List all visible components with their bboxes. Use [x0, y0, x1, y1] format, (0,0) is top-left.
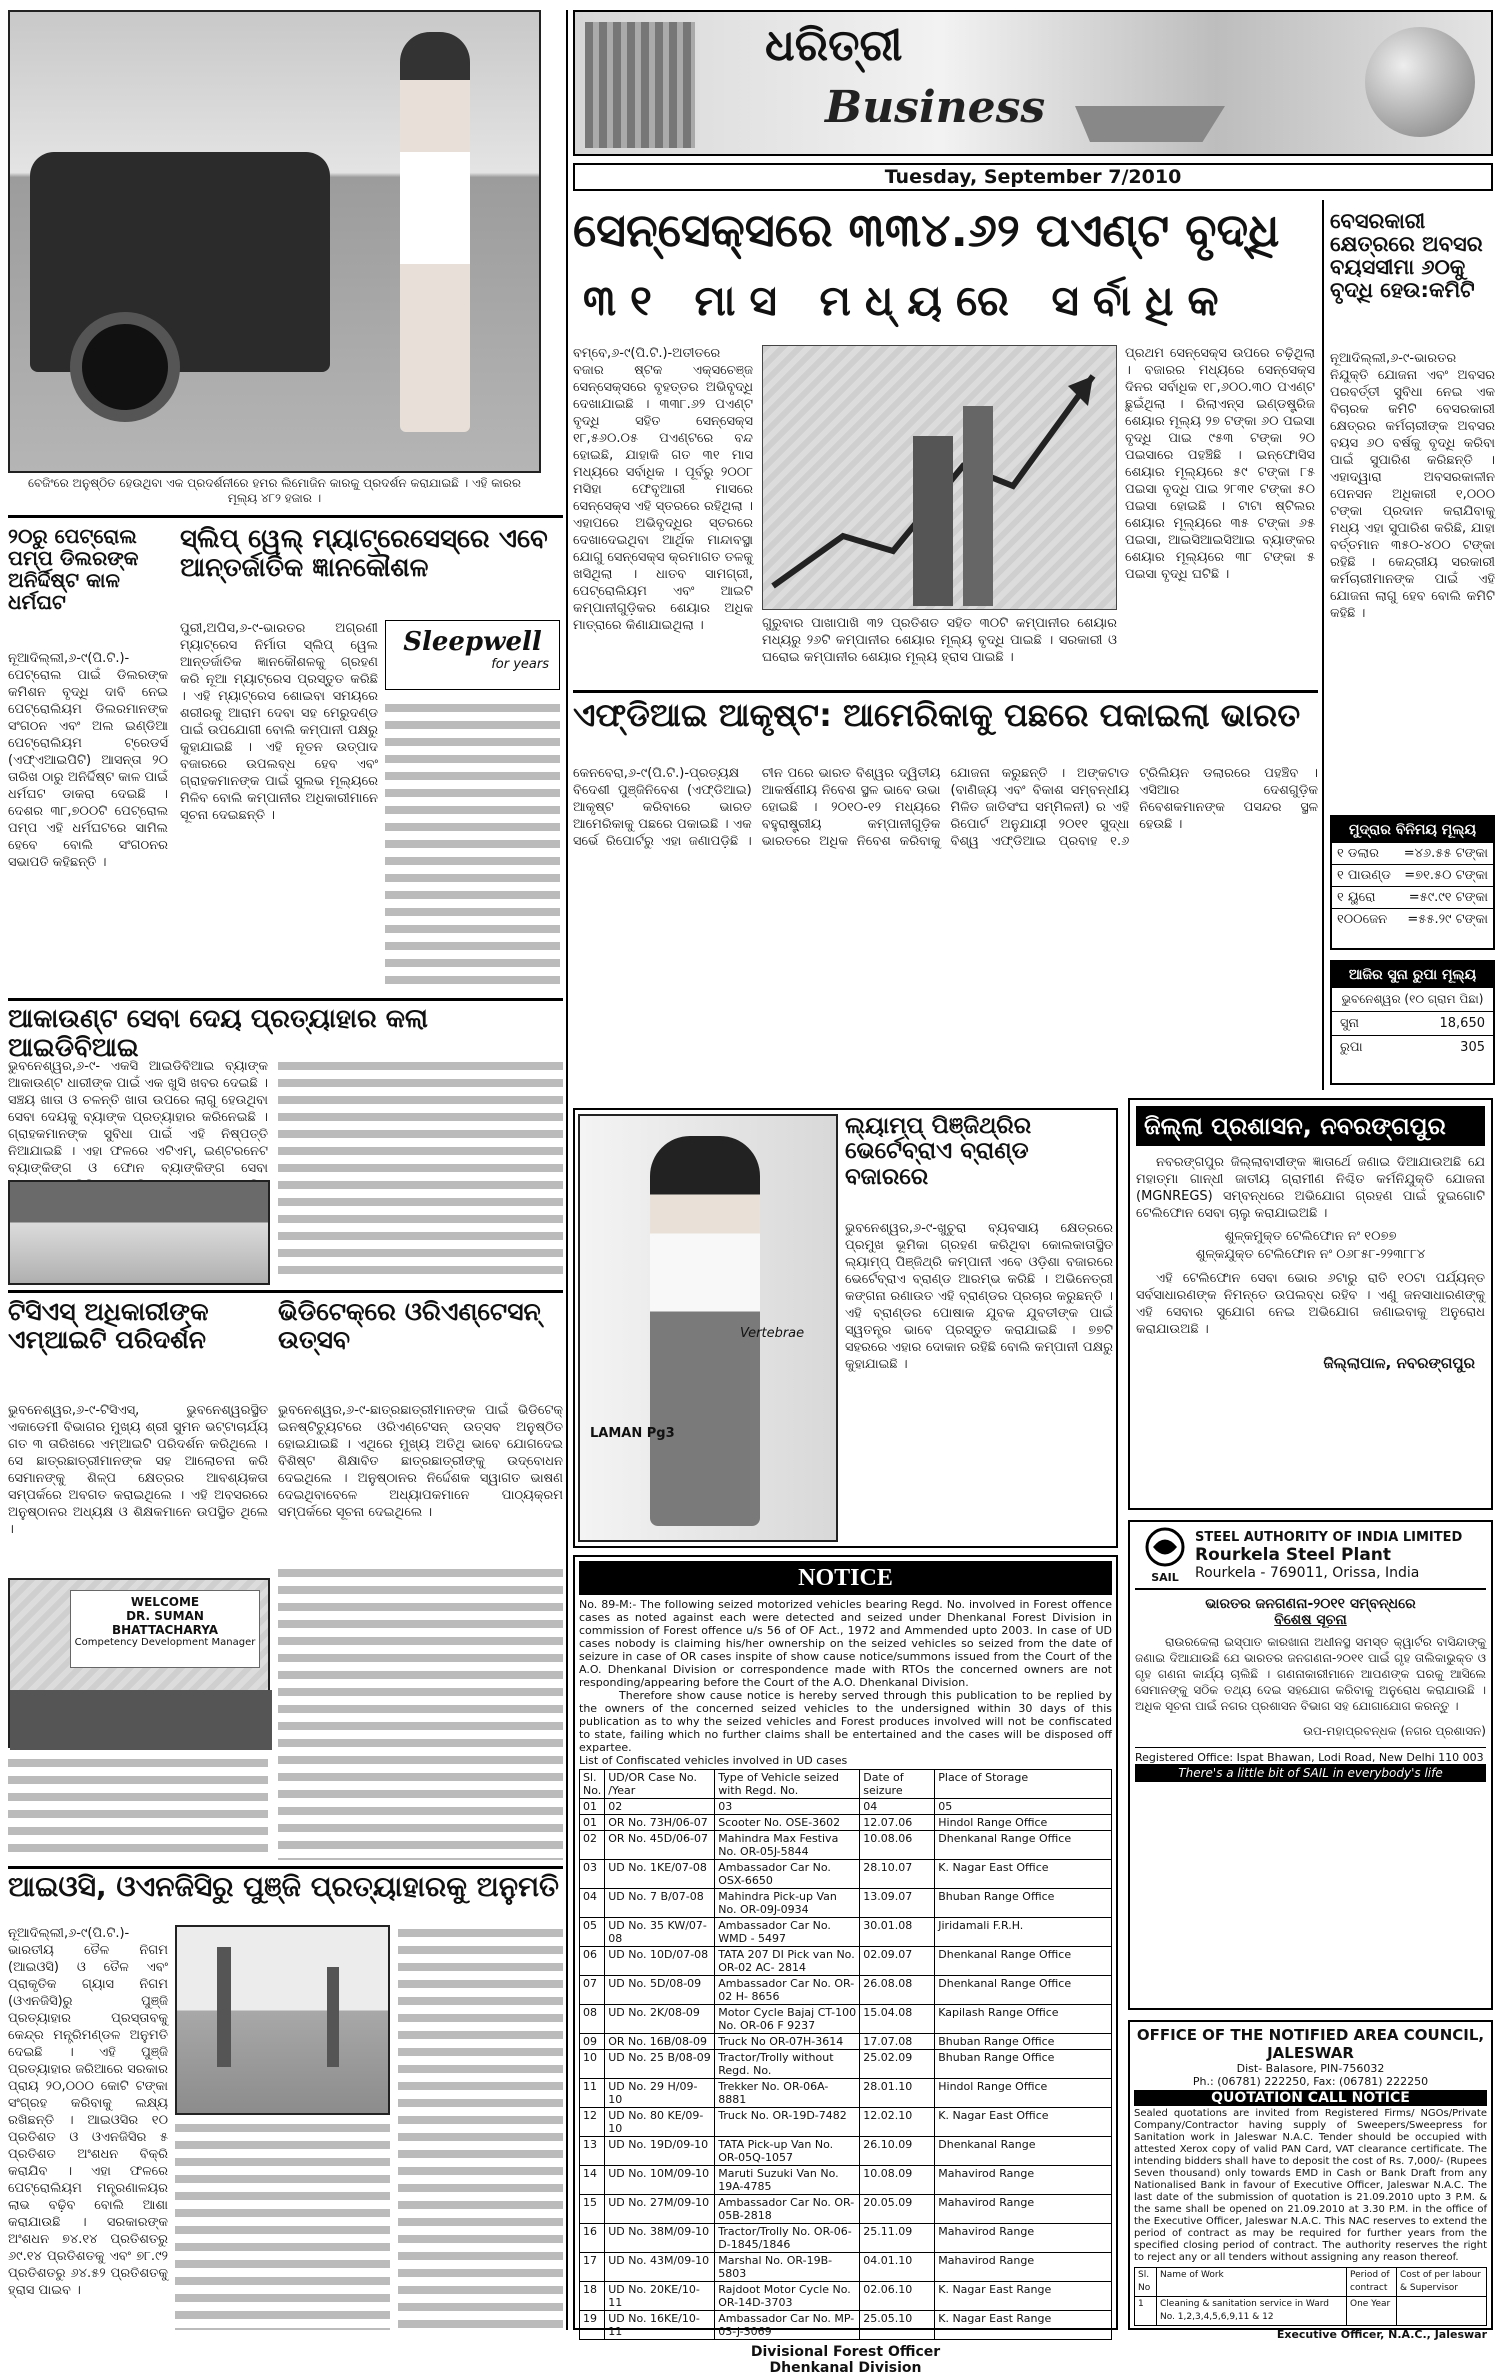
table-cell: Dhenkanal Range Office	[935, 1831, 1112, 1860]
currency-rate: =୫୯.୯୧ ଟଙ୍କା	[1408, 890, 1488, 905]
globe-icon	[1365, 27, 1475, 137]
divider	[8, 998, 563, 1001]
table-cell: UD No. 19D/09-10	[605, 2137, 715, 2166]
table-cell: UD No. 43M/09-10	[605, 2253, 715, 2282]
col-number: 02	[605, 1799, 715, 1815]
table-row	[580, 2005, 1112, 2034]
gold-subtitle: ଭୁବନେଶ୍ୱର (୧୦ ଗ୍ରାମ ପିଛା)	[1332, 988, 1493, 1012]
tcs-body-continued	[8, 1755, 268, 1860]
table-row	[580, 1831, 1112, 1860]
table-cell: 09	[580, 2034, 605, 2050]
table-cell: Hindol Range Office	[935, 1815, 1112, 1831]
table-cell: TATA Pick-up Van No. OR-05Q-1057	[715, 2137, 860, 2166]
nabarangpur-body-2: ଏହି ଟେଲିଫୋନ ସେବା ଭୋର ୬ଟାରୁ ରାତି ୧୦ଟା ପର୍ଯ୍ୟନ୍ତ ସର୍ବସାଧାରଣଙ୍କ ନିମନ୍ତେ ଉପଲବ୍ଧ ରହିବ । ଏଣୁ ଜନସାଧାରଣଙ୍କୁ ଏହି ସେବାର ସୁଯୋଗ ନେଇ ଅଭିଯୋଗ ଜଣାଇବାକୁ ଅନୁରୋଧ କରାଯାଉଅଛି ।	[1136, 1271, 1485, 1337]
table-cell: Kapilash Range Office	[935, 2005, 1112, 2034]
currency-row	[1332, 887, 1493, 909]
ad-brand-text: LAMAN Pg3	[590, 1426, 675, 1441]
table-row	[580, 1918, 1112, 1947]
table-cell: 26.10.09	[860, 2137, 935, 2166]
table-cell: 04.01.10	[860, 2253, 935, 2282]
retirement-headline: ବେସରକାରୀ କ୍ଷେତ୍ରରେ ଅବସର ବୟସସୀମା ୬୦କୁ ବୃଦ୍ଧି ହେଉ:କମିଟି	[1330, 209, 1483, 303]
table-cell: 10	[580, 2050, 605, 2079]
table-cell: UD No. 7 B/07-08	[605, 1889, 715, 1918]
lamp-body: ଭୁବନେଶ୍ୱର,୬-୯-ଖୁଚୁରା ବ୍ୟବସାୟ କ୍ଷେତ୍ରରେ ପ୍ରମୁଖ ଭୂମିକା ଗ୍ରହଣ କରିଥିବା କୋଲକାତାସ୍ଥିତ ଲ୍ୟାମ୍ପ୍ ପିଞ୍ଜିଥ୍ରି କମ୍ପାନୀ ଏବେ ଓଡ଼ିଶା ବଜାରରେ ଭେର୍ଟେବ୍ରାଏ ବ୍ରାଣ୍ଡ ଆରମ୍ଭ କରିଛି । ଅଭିନେତ୍ରୀ କଙ୍ଗନା ରଣାଉତ ଏହି ବ୍ରାଣ୍ଡର ପ୍ରଚାର କରୁଛନ୍ତି । ଏହି ବ୍ରାଣ୍ଡର ପୋଷାକ ଯୁବକ ଯୁବତୀଙ୍କ ପାଇଁ ସ୍ୱତନ୍ତ୍ର ଭାବେ ପ୍ରସ୍ତୁତ କରାଯାଇଛି । ୭୭ଟି ସହରରେ ଏହାର ଦୋକାନ ରହିଛି ବୋଲି କମ୍ପାନୀ ପକ୍ଷରୁ କୁହାଯାଇଛି ।	[845, 1221, 1113, 1372]
col-header: UD/OR Case No. /Year	[605, 1770, 715, 1799]
table-cell: OR No. 16B/08-09	[605, 2034, 715, 2050]
table-cell: Mahavirod Range	[935, 2195, 1112, 2224]
jaleswar-notice	[1128, 2020, 1493, 2341]
sail-body: ରାଉରକେଲା ଇସ୍ପାତ କାରଖାନା ଅଧୀନସ୍ଥ ସମସ୍ତ କ୍ୱାର୍ଟର ବାସିନ୍ଦାଙ୍କୁ ଜଣାଇ ଦିଆଯାଉଛି ଯେ ଭାରତର ଜନଗଣନା-୨୦୧୧ ପାଇଁ ଗୃହ ତାଲିକାଭୁକ୍ତ ଓ ଗୃହ ଗଣନା କାର୍ଯ୍ୟ ଚାଲିଛି । ଗଣନାକାରୀମାନେ ଆପଣଙ୍କ ଘରକୁ ଆସିଲେ ସେମାନଙ୍କୁ ସଠିକ ତଥ୍ୟ ଦେଇ ସହଯୋଗ କରିବାକୁ ଅନୁରୋଧ କରାଯାଉଛି । ଅଧିକ ସୂଚନା ପାଇଁ ନଗର ପ୍ରଶାସନ ବିଭାଗ ସହ ଯୋଗାଯୋଗ କରନ୍ତୁ ।	[1135, 1635, 1486, 1713]
table-cell: 10.08.09	[860, 2166, 935, 2195]
currency-box	[1330, 815, 1495, 950]
table-cell: 30.01.08	[860, 1918, 935, 1947]
table-cell: 02.09.07	[860, 1947, 935, 1976]
nabarangpur-sign: ଜିଲ୍ଲାପାଳ, ନବରଙ୍ଗପୁର	[1323, 1354, 1475, 1372]
notice-body-2: Therefore show cause notice is hereby served through this publication to be replied by the owners of the concerned seized vehicles to the undersigned within 30 days of this publication as to why the seized vehicles and Forest produces involved will not be confiscated to state, failing which no further claims shall be entertained and the cases will be disposed off expartee.	[579, 1689, 1112, 1754]
model-figure	[400, 32, 470, 432]
table-row	[580, 2079, 1112, 2108]
sail-address: Rourkela - 769011, Orissa, India	[1195, 1565, 1420, 1581]
col-header: Place of Storage	[935, 1770, 1112, 1799]
vehicle-table	[579, 1769, 1112, 2340]
col-header: Period of contract	[1347, 2268, 1397, 2297]
videotech-body: ଭୁବନେଶ୍ୱର,୬-୯-ଛାତ୍ରଛାତ୍ରୀମାନଙ୍କ ପାଇଁ ଭିଡିଟେକ୍ ଇନଷ୍ଟିଚ୍ୟୁଟରେ ଓରିଏଣ୍ଟେସନ୍ ଉତ୍ସବ ଅନୁଷ୍ଠିତ ହୋଇଯାଇଛି । ଏଥିରେ ମୁଖ୍ୟ ଅତିଥି ଭାବେ ଯୋଗଦେଇ ବିଶିଷ୍ଟ ଶିକ୍ଷାବିତ ଛାତ୍ରଛାତ୍ରୀଙ୍କୁ ଉଦ୍‌ବୋଧନ ଦେଇଥିଲେ । ଅନୁଷ୍ଠାନର ନିର୍ଦ୍ଦେଶକ ସ୍ୱାଗତ ଭାଷଣ ଦେଇଥିବାବେଳେ ଅଧ୍ୟାପକମାନେ ପାଠ୍ୟକ୍ରମ ସମ୍ପର୍କରେ ସୂଚନା ଦେଇଥିଲେ ।	[278, 1403, 563, 1520]
table-row	[580, 1947, 1112, 1976]
table-cell: 11	[580, 2079, 605, 2108]
col-header: Sl. No	[1135, 2268, 1157, 2297]
table-header-row	[1135, 2268, 1487, 2297]
audience-table	[10, 1690, 272, 1750]
sensex-subheadline: ୩୧ ମାସ ମଧ୍ୟରେ ସର୍ବାଧିକ	[583, 276, 1233, 325]
table-cell: Trekker No. OR-06A-8881	[715, 2079, 860, 2108]
forest-notice	[573, 1555, 1118, 2376]
sail-company: STEEL AUTHORITY OF INDIA LIMITED	[1195, 1530, 1463, 1545]
jaleswar-body: Sealed quotations are invited from Registered Firms/ NGOs/Private Company/Contractor having supply of Sweepers/Sweepress for Sanitation work in Jaleswar N.A.C. Tender should be occupied with attested Xerox copy of valid PAN Card, VAT clearance certificate. The intending bidders shall have to deposit the cost of Rs. 7,000/- (Rupees Seven thousand) only towards EMD in Cash or Bank Draft from any Nationalised Bank in favour of Executive Officer, Jaleswar N.A.C. The last date of the submission of quotation is 21.09.2010 upto 3 P.M. & the same shall be opened on 21.09.2010 at 3.30 P.M. in the office of the Executive Officer, Jaleswar N.A.C. This NAC reserves to extend the period of contract as may be required for further years from the specified closing period of contract. The authority reserves the right to reject any or all tenders without assigning any reason thereof.	[1134, 2108, 1487, 2263]
table-cell: Hindol Range Office	[935, 2079, 1112, 2108]
kangana-ad-photo	[578, 1114, 838, 1542]
table-row	[580, 2224, 1112, 2253]
table-cell: K. Nagar East Office	[935, 1860, 1112, 1889]
sail-notice-title: ଭାରତର ଜନଗଣନା-୨୦୧୧ ସମ୍ବନ୍ଧରେ	[1205, 1596, 1416, 1612]
tcs-body: ଭୁବନେଶ୍ୱର,୬-୯-ଟିସିଏସ୍, ଭୁବନେଶ୍ୱରସ୍ଥିତ ଏକାଡେମୀ ବିଭାଗର ମୁଖ୍ୟ ଶ୍ରୀ ସୁମନ ଭଟ୍ଟାଚାର୍ଯ୍ୟ ଗତ ୩ ତାରିଖରେ ଏମ୍‌ଆଇଟି ପରିଦର୍ଶନ କରିଥିଲେ । ସେ ଛାତ୍ରଛାତ୍ରୀମାନଙ୍କ ସହ ଆଲୋଚନା କରି ସେମାନଙ୍କୁ ଶିଳ୍ପ କ୍ଷେତ୍ରର ଆବଶ୍ୟକତା ସମ୍ପର୍କରେ ଅବଗତ କରାଇଥିଲେ । ଏହି ଅବସରରେ ଅନୁଷ୍ଠାନର ଅଧ୍ୟକ୍ଷ ଓ ଶିକ୍ଷକମାନେ ଉପସ୍ଥିତ ଥିଲେ ।	[8, 1403, 268, 1537]
table-cell: Mahavirod Range	[935, 2224, 1112, 2253]
table-cell: Dhenkanal Range Office	[935, 1976, 1112, 2005]
table-cell: Ambassador Car No. OSX-6650	[715, 1860, 860, 1889]
tcs-banner-welcome: WELCOME	[130, 1595, 200, 1609]
table-cell: 10.08.06	[860, 1831, 935, 1860]
table-cell: 17	[580, 2253, 605, 2282]
table-cell: Mahavirod Range	[935, 2253, 1112, 2282]
table-cell: 12	[580, 2108, 605, 2137]
sail-sign: ଉପ-ମହାପ୍ରବନ୍ଧକ (ନଗର ପ୍ରଶାସନ)	[1303, 1724, 1486, 1738]
table-cell: 28.10.07	[860, 1860, 935, 1889]
sail-logo-text: SAIL	[1151, 1571, 1179, 1584]
col-header: Sl. No.	[580, 1770, 605, 1799]
col-number: 01	[580, 1799, 605, 1815]
sleepwell-body: ପୁରୀ,ଅପିସ,୬-୯-ଭାରତର ଅଗ୍ରଣୀ ମ୍ୟାଟ୍ରେସ ନିର୍ମାତା ସ୍ଲିପ୍ ୱେଲ ଆନ୍ତର୍ଜାତିକ ଜ୍ଞାନକୌଶଳକୁ ଗ୍ରହଣ କରି ନୂଆ ମ୍ୟାଟ୍ରେସ ପ୍ରସ୍ତୁତ କରିଛି । ଏହି ମ୍ୟାଟ୍ରେସ ଶୋଇବା ସମୟରେ ଶରୀରକୁ ଆରାମ ଦେବା ସହ ମେରୁଦଣ୍ଡ ପାଇଁ ଉପଯୋଗୀ ବୋଲି କମ୍ପାନୀ ପକ୍ଷରୁ କୁହାଯାଇଛି । ଏହି ନୂତନ ଉତ୍ପାଦ ବଜାରରେ ଉପଲବ୍ଧ ହେବ ଏବଂ ଗ୍ରାହକମାନଙ୍କ ପାଇଁ ସୁଲଭ ମୂଲ୍ୟରେ ମିଳିବ ବୋଲି କମ୍ପାନୀର ଅଧିକାରୀମାନେ ସୂଚନା ଦେଇଛନ୍ତି ।	[180, 621, 378, 823]
table-cell: K. Nagar East Range	[935, 2311, 1112, 2340]
table-cell: OR No. 73H/06-07	[605, 1815, 715, 1831]
jaleswar-notice-title: QUOTATION CALL NOTICE	[1134, 2090, 1487, 2106]
table-cell: Dhenkanal Range Office	[935, 1947, 1112, 1976]
table-cell: UD No. 16KE/10-11	[605, 2311, 715, 2340]
table-cell: 13	[580, 2137, 605, 2166]
ioc-body: ନୂଆଦିଲ୍ଲୀ,୬-୯(ପି.ଟି.)- ଭାରତୀୟ ତୈଳ ନିଗମ (ଆଇଓସି) ଓ ତୈଳ ଏବଂ ପ୍ରାକୃତିକ ଗ୍ୟାସ ନିଗମ (ଓଏନଜିସି)ରୁ ପୁଞ୍ଜି ପ୍ରତ୍ୟାହାର ପ୍ରସ୍ତାବକୁ କେନ୍ଦ୍ର ମନ୍ତ୍ରିମଣ୍ଡଳ ଅନୁମତି ଦେଇଛି । ଏହି ପୁଞ୍ଜି ପ୍ରତ୍ୟାହାର ଜରିଆରେ ସରକାର ପ୍ରାୟ ୨୦,୦୦୦ କୋଟି ଟଙ୍କା ସଂଗ୍ରହ କରିବାକୁ ଲକ୍ଷ୍ୟ ରଖିଛନ୍ତି । ଆଇଓସିର ୧୦ ପ୍ରତିଶତ ଓ ଓଏନଜିସିର ୫ ପ୍ରତିଶତ ଅଂଶଧନ ବିକ୍ରି କରାଯିବ । ଏହା ଫଳରେ ପେଟ୍ରୋଲିୟମ ମନ୍ତ୍ରଣାଳୟର ଲାଭ ବଢ଼ିବ ବୋଲି ଆଶା କରାଯାଉଛି । ସରକାରଙ୍କ ଅଂଶଧନ ୭୪.୧୪ ପ୍ରତିଶତରୁ ୬୯.୧୪ ପ୍ରତିଶତକୁ ଏବଂ ୭୮.୯୨ ପ୍ରତିଶତରୁ ୬୪.୫୨ ପ୍ରତିଶତକୁ ହ୍ରାସ ପାଇବ ।	[8, 1926, 168, 2298]
ad-brand-text-2: Vertebrae	[740, 1326, 805, 1341]
table-subheader-row	[580, 1799, 1112, 1815]
column-rule	[566, 10, 568, 2330]
currency-title: ମୁଦ୍ରାର ବିନିମୟ ମୂଲ୍ୟ	[1332, 817, 1493, 843]
table-cell: UD No. 80 KE/09-10	[605, 2108, 715, 2137]
col-number: 05	[935, 1799, 1112, 1815]
ship-graphic	[1075, 52, 1225, 142]
table-row	[580, 2137, 1112, 2166]
cell	[1397, 2297, 1487, 2326]
table-cell: 17.07.08	[860, 2034, 935, 2050]
gold-row	[1332, 1012, 1493, 1036]
notice-sign-2: Dhenkanal Division	[769, 2360, 922, 2376]
sensex-headline: ସେନ୍‌ସେକ୍ସରେ ୩୩୪.୬୨ ପଏଣ୍ଟ ବୃଦ୍ଧି	[573, 203, 1280, 257]
table-cell: 16	[580, 2224, 605, 2253]
tcs-event-photo	[8, 1578, 270, 1748]
masthead-logo-english: Business	[825, 82, 1046, 133]
table-cell: 05	[580, 1918, 605, 1947]
jaleswar-dist: Dist- Balasore, PIN-756032	[1236, 2062, 1385, 2075]
table-cell: 08	[580, 2005, 605, 2034]
table-cell: 06	[580, 1947, 605, 1976]
idbi-event-photo	[8, 1180, 270, 1285]
table-cell: UD No. 27M/09-10	[605, 2195, 715, 2224]
table-cell: Bhuban Range Office	[935, 2050, 1112, 2079]
col-header: Date of seizure	[860, 1770, 935, 1799]
table-cell: K. Nagar East Range	[935, 2282, 1112, 2311]
col-header: Cost of per labour & Supervisor	[1397, 2268, 1487, 2297]
jaleswar-sign: Executive Officer, N.A.C., Jaleswar	[1276, 2328, 1487, 2341]
notice-sign-1: Divisional Forest Officer	[750, 2344, 941, 2360]
table-cell: 03	[580, 1860, 605, 1889]
chimney	[217, 1947, 231, 2067]
table-cell: Ambassador Car No. MP-03-J-3069	[715, 2311, 860, 2340]
car-wheel	[70, 312, 180, 422]
building-graphic	[585, 22, 695, 148]
gold-price: 18,650	[1439, 1016, 1485, 1031]
idbi-body-left: ଭୁବନେଶ୍ୱର,୬-୯- ଏକସି ଆଇଡିବିଆଇ ବ୍ୟାଙ୍କ ଆକାଉଣ୍ଟ ଧାରୀଙ୍କ ପାଇଁ ଏକ ଖୁସି ଖବର ଦେଇଛି । ସଞ୍ଚୟ ଖାତା ଓ ଚଳନ୍ତି ଖାତା ଉପରେ ଲାଗୁ ହେଉଥିବା ସେବା ଦେୟକୁ ବ୍ୟାଙ୍କ ପ୍ରତ୍ୟାହାର କରିନେଇଛି । ଗ୍ରାହକମାନଙ୍କ ସୁବିଧା ପାଇଁ ଏହି ନିଷ୍ପତ୍ତି ନିଆଯାଇଛି । ଏହା ଫଳରେ ଏଟିଏମ୍, ଇଣ୍ଟରନେଟ ବ୍ୟାଙ୍କିଙ୍ଗ ଓ ଫୋନ ବ୍ୟାଙ୍କିଙ୍ଗ ସେବା	[8, 1059, 268, 1176]
table-row	[580, 1889, 1112, 1918]
sail-notice-sub: ବିଶେଷ ସୂଚନା	[1274, 1612, 1347, 1628]
table-cell: 14	[580, 2166, 605, 2195]
table-cell: Ambassador Car No. WMD - 5497	[715, 1918, 860, 1947]
sleepwell-body-continued	[385, 700, 560, 990]
table-cell: Tractor/Trolly without Regd. No.	[715, 2050, 860, 2079]
currency-row	[1332, 909, 1493, 930]
masthead-logo-odia: ଧରିତ୍ରୀ	[765, 20, 903, 71]
table-cell: Bhuban Range Office	[935, 1889, 1112, 1918]
notice-body: No. 89-M:- The following seized motorized vehicles bearing Regd. No. involved in Forest offence cases as noted against each were detected and seized under Dhenkanal Forest Division in commission of Forest offence u/s 56 of OF Act., 1972 and Ammended upto 2003. In case of UD cases nobody is claiming his/her ownership on the seized vehicles so seized from the date of seizure in case of OR cases inspite of show cause notice/summons issued from the Court of the A.O. Dhenkanal Division or correspondence made with RTOs the concerned owners are not responding/appearing before the Court of the A.O. Dhenkanal Division.	[579, 1598, 1112, 1689]
chimney	[327, 1967, 339, 2067]
col-number: 03	[715, 1799, 860, 1815]
table-cell: Rajdoot Motor Cycle No. OR-14D-3703	[715, 2282, 860, 2311]
sail-notice	[1128, 1520, 1493, 2010]
table-cell: 20.05.09	[860, 2195, 935, 2224]
table-row	[580, 1860, 1112, 1889]
table-cell: 25.05.10	[860, 2311, 935, 2340]
masthead-banner	[573, 10, 1493, 156]
table-cell: Mahindra Pick-up Van No. OR-09J-0934	[715, 1889, 860, 1918]
table-cell: Bhuban Range Office	[935, 2034, 1112, 2050]
currency-unit: ୧ ୟୁରୋ	[1337, 890, 1376, 905]
nabarangpur-notice	[1128, 1098, 1493, 1510]
sensex-chart-photo	[762, 345, 1117, 610]
refinery-photo	[175, 1925, 390, 2115]
table-cell: K. Nagar East Office	[935, 2108, 1112, 2137]
table-cell: Tractor/Trolly No. OR-06-D-1845/1846	[715, 2224, 860, 2253]
table-cell: Truck No. OR-19D-7482	[715, 2108, 860, 2137]
notice-title: NOTICE	[579, 1561, 1112, 1595]
lamp-headline: ଲ୍ୟାମ୍ପ୍ ପିଞ୍ଜିଥ୍ରିର ଭେର୍ଟେବ୍ରାଏ ବ୍ରାଣ୍ଡ ବଜାରରେ	[845, 1113, 1032, 1190]
hummer-caption: ବେଜିଂରେ ଅନୁଷ୍ଠିତ ହେଉଥିବା ଏକ ପ୍ରଦର୍ଶନୀରେ ହମର ଲିମୋଜିନ କାରକୁ ପ୍ରଦର୍ଶନ କରାଯାଇଛି । ଏହି କାରର ମୂଲ୍ୟ ୪୮୨ ହଜାର ।	[27, 476, 521, 505]
sail-registered: Registered Office: Ispat Bhawan, Lodi Road, New Delhi 110 003	[1135, 1747, 1486, 1764]
col-header: Name of Work	[1157, 2268, 1347, 2297]
col-header: Type of Vehicle seized with Regd. No.	[715, 1770, 860, 1799]
table-cell: 15.04.08	[860, 2005, 935, 2034]
fdi-headline: ଏଫ୍‌ଡିଆଇ ଆକୃଷ୍ଟ: ଆମେରିକାକୁ ପଛରେ ପକାଇଲା ଭାରତ	[573, 696, 1301, 734]
table-row	[580, 2311, 1112, 2340]
table-cell: 02	[580, 1831, 605, 1860]
jaleswar-phone: Ph.: (06781) 222250, Fax: (06781) 222250	[1192, 2075, 1429, 2088]
table-cell: Marshal No. OR-19B-5803	[715, 2253, 860, 2282]
fdi-body: କେନବେରା,୬-୯(ପି.ଟି.)-ପ୍ରତ୍ୟକ୍ଷ ବିଦେଶୀ ପୁଞ୍ଜିନିବେଶ (ଏଫ୍‌ଡିଆଇ) ଆକୃଷ୍ଟ କରିବାରେ ଭାରତ ଆମେରିକାକୁ ପଛରେ ପକାଇଛି । ଏକ ସର୍ଭେ ରିପୋର୍ଟରୁ ଏହା ଜଣାପଡ଼ିଛି । ଚୀନ ପରେ ଭାରତ ବିଶ୍ୱର ଦ୍ୱିତୀୟ ଆକର୍ଷଣୀୟ ନିବେଶ ସ୍ଥଳ ଭାବେ ଉଭା ହୋଇଛି । ୨୦୧୦-୧୨ ମଧ୍ୟରେ ବହୁରାଷ୍ଟ୍ରୀୟ କମ୍ପାନୀଗୁଡ଼ିକ ଭାରତରେ ଅଧିକ ନିବେଶ କରିବାକୁ ଯୋଜନା କରୁଛନ୍ତି । ଅଙ୍କଟାଡ (ବାଣିଜ୍ୟ ଏବଂ ବିକାଶ ସମ୍ବନ୍ଧୀୟ ମିଳିତ ଜାତିସଂଘ ସମ୍ମିଳନୀ) ର ଏହି ରିପୋର୍ଟ ଅନୁଯାୟୀ ୨୦୧୧ ସୁଦ୍ଧା ବିଶ୍ୱ ଏଫ୍‌ଡିଆଇ ପ୍ରବାହ ୧.୬ ଟ୍ରିଲିୟନ ଡଲାରରେ ପହଞ୍ଚିବ । ଏସିଆର ଦେଶଗୁଡ଼ିକ ନିବେଶକମାନଙ୍କ ପସନ୍ଦର ସ୍ଥଳ ହେଉଛି ।	[573, 766, 1318, 849]
divider	[573, 690, 1318, 693]
table-cell: TATA 207 DI Pick van No. OR-02 AC- 2814	[715, 1947, 860, 1976]
table-cell: Mahindra Max Festiva No. OR-05J-5844	[715, 1831, 860, 1860]
table-cell: 01	[580, 1815, 605, 1831]
nabarangpur-phone-1: ଶୁଳ୍କମୁକ୍ତ ଟେଲିଫୋନ ନଂ ୧୦୭୭	[1224, 1229, 1397, 1244]
currency-row	[1332, 843, 1493, 865]
sail-logo	[1135, 1527, 1195, 1584]
ioc-body-right	[398, 1925, 563, 2330]
sleepwell-logo	[385, 620, 560, 690]
sleepwell-logo-text: Sleepwell	[403, 627, 542, 657]
table-cell: UD No. 20KE/10-11	[605, 2282, 715, 2311]
table-row	[580, 2050, 1112, 2079]
table-cell: 12.02.10	[860, 2108, 935, 2137]
sail-logo-icon	[1145, 1527, 1185, 1567]
petrol-headline: ୨୦ରୁ ପେଟ୍ରୋଲ ପମ୍ପ ଡିଲରଙ୍କ ଅନିର୍ଦ୍ଦିଷ୍ଟ କାଳ ଧର୍ମଘଟ	[8, 524, 139, 614]
currency-rate: =୫୫.୨୯ ଟଙ୍କା	[1407, 912, 1488, 927]
currency-unit: ୧ ଡଲାର	[1337, 846, 1379, 861]
table-cell: UD No. 35 KW/07-08	[605, 1918, 715, 1947]
table-cell: 19	[580, 2311, 605, 2340]
table-cell: UD No. 10M/09-10	[605, 2166, 715, 2195]
gold-item: ରୁପା	[1340, 1040, 1363, 1055]
table-cell: 02.06.10	[860, 2282, 935, 2311]
hummer-limousine-photo	[8, 10, 541, 473]
table-header-row	[580, 1770, 1112, 1799]
divider	[8, 1290, 563, 1293]
sail-tagline: There's a little bit of SAIL in everybody's life	[1135, 1764, 1486, 1782]
sail-header	[1135, 1527, 1486, 1590]
currency-rate: =୪୬.୫୫ ଟଙ୍କା	[1403, 846, 1488, 861]
ioc-body-continued	[175, 2120, 390, 2330]
cell: 1	[1135, 2297, 1157, 2326]
table-cell: 15	[580, 2195, 605, 2224]
col-number: 04	[860, 1799, 935, 1815]
table-row	[580, 2166, 1112, 2195]
jaleswar-table	[1134, 2267, 1487, 2326]
car-shape	[30, 152, 330, 372]
videotech-headline: ଭିଡିଟେକ୍‌ରେ ଓରିଏଣ୍ଟେସନ୍ ଉତ୍ସବ	[278, 1297, 541, 1354]
table-cell: Scooter No. OSE-3602	[715, 1815, 860, 1831]
notice-list-title: List of Confiscated vehicles involved in UD cases	[579, 1754, 848, 1767]
retirement-body: ନୂଆଦିଲ୍ଲୀ,୬-୯-ଭାରତର ନିଯୁକ୍ତି ଯୋଜନା ଏବଂ ଅବସର ପରବର୍ତ୍ତୀ ସୁବିଧା ନେଇ ଏକ ବିଚାରକ କମିଟି ବେସରକାରୀ କ୍ଷେତ୍ରର କର୍ମଚାରୀଙ୍କ ଅବସର ବୟସ ୬୦ ବର୍ଷକୁ ବୃଦ୍ଧି କରିବା ପାଇଁ ସୁପାରିଶ କରିଛନ୍ତି । ଏହାଦ୍ୱାରା ଅବସରକାଳୀନ ପେନସନ ଅଧିକାରୀ ୧,୦୦୦ ଟଙ୍କା ପ୍ରଦାନ କରାଯିବାକୁ ମଧ୍ୟ ଏହା ସୁପାରିଶ କରିଛି, ଯାହା ବର୍ତ୍ତମାନ ୩୫୦-୪୦୦ ଟଙ୍କା ରହିଛି । କେନ୍ଦ୍ରୀୟ ସରକାରୀ କର୍ମଚାରୀମାନଙ୍କ ପାଇଁ ଏହି ଯୋଜନା ଲାଗୁ ହେବ ବୋଲି କମିଟି କହିଛି ।	[1330, 351, 1495, 621]
table-cell: 25.11.09	[860, 2224, 935, 2253]
table-cell: 26.08.08	[860, 1976, 935, 2005]
sensex-col2: ପ୍ରଥମ ସେନ୍‌ସେକ୍ସ ଉପରେ ଚଢ଼ିଥିଲା । ବଜାରର ମଧ୍ୟରେ ସେନ୍‌ସେକ୍ସ ଦିନର ସର୍ବାଧିକ ୧୮,୬୦୦.୩୦ ପଏଣ୍ଟ ଛୁଇଁଥିଲା । ରିଲାଏନ୍ସ ଇଣ୍ଡଷ୍ଟ୍ରିଜ ଶେୟାର ମୂଲ୍ୟ ୨୭ ଟଙ୍କା ୬୦ ପଇସା ବୃଦ୍ଧି ପାଇ ୯୫୩ ଟଙ୍କା ୨୦ ପଇସାରେ ପହଞ୍ଚିଛି । ଇନ୍‌ଫୋସିସ ଶେୟାର ମୂଲ୍ୟରେ ୫୯ ଟଙ୍କା ୮୫ ପଇସା ବୃଦ୍ଧି ପାଇ ୨୮୩୧ ଟଙ୍କା ୫୦ ପଇସା ହୋଇଛି । ଟାଟା ଷ୍ଟିଲର ଶେୟାର ମୂଲ୍ୟରେ ୩୫ ଟଙ୍କା ୬୫ ପଇସା, ଆଇସିଆଇସିଆଇ ବ୍ୟାଙ୍କର ଶେୟାର ମୂଲ୍ୟରେ ୩୮ ଟଙ୍କା ୫ ପଇସା ବୃଦ୍ଧି ଘଟିଛି ।	[1125, 346, 1315, 582]
table-cell: UD No. 5D/08-09	[605, 1976, 715, 2005]
table-cell: 13.09.07	[860, 1889, 935, 1918]
sail-plant: Rourkela Steel Plant	[1195, 1545, 1392, 1565]
nabarangpur-phone-2: ଶୁଳ୍କଯୁକ୍ତ ଟେଲିଫୋନ ନଂ ୦୬୮୫୮-୨୨୩୮୮୪	[1195, 1247, 1426, 1262]
table-row	[580, 1976, 1112, 2005]
table-row	[1135, 2297, 1487, 2326]
table-cell: 12.07.06	[860, 1815, 935, 1831]
table-row	[580, 2282, 1112, 2311]
table-row	[580, 2253, 1112, 2282]
divider	[8, 515, 563, 518]
table-cell: Truck No OR-07H-3614	[715, 2034, 860, 2050]
table-row	[580, 2108, 1112, 2137]
petrol-body: ନୂଆଦିଲ୍ଲୀ,୬-୯(ପି.ଟି.)-ପେଟ୍ରୋଲ ପାଇଁ ଡିଲରଙ୍କ କମିଶନ ବୃଦ୍ଧି ଦାବି ନେଇ ପେଟ୍ରୋଲିୟମ ଡିଲରମାନଙ୍କ ସଂଗଠନ ଏବଂ ଅଲ ଇଣ୍ଡିଆ ପେଟ୍ରୋଲିୟମ ଟ୍ରେଡର୍ସ (ଏଫ୍‌ଏଆଇପିଟି) ଆସନ୍ତା ୨୦ ତାରିଖ ଠାରୁ ଅନିର୍ଦ୍ଦିଷ୍ଟ କାଳ ପାଇଁ ଧର୍ମଘଟ ଡାକରା ଦେଇଛି । ଦେଶର ୩୮,୭୦୦ଟି ପେଟ୍ରୋଲ ପମ୍ପ ଏହି ଧର୍ମଘଟରେ ସାମିଲ ହେବେ ବୋଲି ସଂଗଠନର ସଭାପତି କହିଛନ୍ତି ।	[8, 651, 168, 870]
table-cell: UD No. 25 B/08-09	[605, 2050, 715, 2079]
gold-box	[1330, 960, 1495, 1085]
sleepwell-headline: ସ୍ଲିପ୍ ୱେଲ୍ ମ୍ୟାଟ୍ରେସେସ୍‌ରେ ଏବେ ଆନ୍ତର୍ଜାତିକ ଜ୍ଞାନକୌଶଳ	[180, 524, 548, 583]
table-row	[580, 2034, 1112, 2050]
table-row	[580, 1815, 1112, 1831]
table-cell: 28.01.10	[860, 2079, 935, 2108]
divider	[8, 1866, 563, 1869]
gold-title: ଆଜିର ସୁନା ରୁପା ମୂଲ୍ୟ	[1332, 962, 1493, 988]
gold-item: ସୁନା	[1340, 1016, 1359, 1031]
nabarangpur-body: ନବରଙ୍ଗପୁର ଜିଲ୍ଲାବାସୀଙ୍କ ଜ୍ଞାତାର୍ଥେ ଜଣାଇ ଦିଆଯାଉଅଛି ଯେ ମହାତ୍ମା ଗାନ୍ଧୀ ଜାତୀୟ ଗ୍ରାମୀଣ ନିଶ୍ଚିତ କର୍ମନିଯୁକ୍ତି ଯୋଜନା (MGNREGS) ସମ୍ବନ୍ଧରେ ଅଭିଯୋଗ ଗ୍ରହଣ ପାଇଁ ଦୁଇଗୋଟି ଟେଲିଫୋନ ସେବା ଚାଲୁ କରାଯାଇଅଛି ।	[1136, 1155, 1485, 1221]
ioc-headline: ଆଇଓସି, ଓଏନଜିସିରୁ ପୁଞ୍ଜି ପ୍ରତ୍ୟାହାରକୁ ଅନୁମତି	[8, 1870, 559, 1903]
table-cell: 18	[580, 2282, 605, 2311]
table-cell: UD No. 29 H/09-10	[605, 2079, 715, 2108]
table-cell: 07	[580, 1976, 605, 2005]
tcs-banner	[70, 1590, 260, 1668]
table-cell: Jiridamali F.R.H.	[935, 1918, 1112, 1947]
table-cell: Motor Cycle Bajaj CT-100 No. OR-06 F 9237	[715, 2005, 860, 2034]
sleepwell-tagline: for years	[491, 657, 549, 672]
sensex-col1: ବମ୍ବେ,୬-୯(ପି.ଟି.)-ଅତୀତରେ ବଜାର ଷ୍ଟକ ଏକ୍ସଚେଞ୍ଜ ସେନ୍‌ସେକ୍ସରେ ବୃହତ୍ତର ଅଭିବୃଦ୍ଧି ଦେଖାଯାଇଛି । ୩୩୮.୬୨ ପଏଣ୍ଟ ବୃଦ୍ଧି ସହିତ ସେନ୍‌ସେକ୍ସ ୧୮,୫୬୦.୦୫ ପଏଣ୍ଟରେ ବନ୍ଦ ହୋଇଛି, ଯାହାକି ଗତ ୩୧ ମାସ ମଧ୍ୟରେ ସର୍ବାଧିକ । ପୂର୍ବରୁ ୨୦୦୮ ମସିହା ଫେବୃଆରୀ ମାସରେ ସେନ୍‌ସେକ୍ସ ଏହି ସ୍ତରରେ ରହିଥିଲା । ଏହାପରେ ଅଭିବୃଦ୍ଧିର ସ୍ତରରେ ଦେଖାଦେଇଥିବା ଆର୍ଥିକ ମାନ୍ଦାବସ୍ଥା ଯୋଗୁ ସେନ୍‌ସେକ୍ସ କ୍ରମାଗତ ତଳକୁ ଖସିଥିଲା । ଧାତବ ସାମଗ୍ରୀ, ପେଟ୍ରୋଲିୟମ ଏବଂ ଆଇଟି କମ୍ପାନୀଗୁଡ଼ିକର ଶେୟାର ଅଧିକ ମାତ୍ରାରେ କିଣାଯାଇଥିଲା ।	[573, 346, 753, 633]
sensex-col3: ଗୁରୁବାର ପାଖାପାଖି ୩୨ ପ୍ରତିଶତ ସହିତ ୩୦ଟି କମ୍ପାନୀର ଶେୟାର ମଧ୍ୟରୁ ୨୬ଟି କମ୍ପାନୀର ଶେୟାର ମୂଲ୍ୟ ବୃଦ୍ଧି ପାଇଛି । ସରକାରୀ ଓ ଘରୋଇ କମ୍ପାନୀର ଶେୟାର ମୂଲ୍ୟ ହ୍ରାସ ପାଇଛି ।	[762, 616, 1117, 665]
table-cell: UD No. 2K/08-09	[605, 2005, 715, 2034]
sail-header-text	[1195, 1530, 1486, 1581]
tcs-banner-sub: Competency Development Manager	[74, 1637, 256, 1648]
cell: Cleaning & sanitation service in Ward No. 1,2,3,4,5,6,9,11 & 12	[1157, 2297, 1347, 2326]
table-cell: UD No. 38M/09-10	[605, 2224, 715, 2253]
currency-unit: ୧ ପାଉଣ୍ଡ	[1337, 868, 1391, 883]
gold-price: 305	[1460, 1040, 1485, 1055]
stock-arrow-graphic	[763, 346, 1118, 611]
idbi-headline: ଆକାଉଣ୍ଟ ସେବା ଦେୟ ପ୍ରତ୍ୟାହାର କଲା ଆଇଡିବିଆଇ	[8, 1004, 429, 1063]
tcs-banner-name: DR. SUMAN BHATTACHARYA	[111, 1609, 219, 1637]
currency-unit: ୧୦୦ଜେନ	[1337, 912, 1388, 927]
table-cell: Maruti Suzuki Van No. 19A-4785	[715, 2166, 860, 2195]
nabarangpur-headline: ଜିଲ୍ଲା ପ୍ରଶାସନ, ନବରଙ୍ଗପୁର	[1136, 1106, 1485, 1146]
table-cell: Ambassador Car No. OR-02 H- 8656	[715, 1976, 860, 2005]
idbi-body-right	[278, 1058, 563, 1283]
currency-rate: =୭୧.୫୦ ଟଙ୍କା	[1404, 868, 1488, 883]
table-cell: Ambassador Car No. OR-05B-2818	[715, 2195, 860, 2224]
gold-row	[1332, 1036, 1493, 1059]
table-cell: UD No. 1KE/07-08	[605, 1860, 715, 1889]
tcs-headline: ଟିସିଏସ୍ ଅଧିକାରୀଙ୍କ ଏମ୍‌ଆଇଟି ପରିଦର୍ଶନ	[8, 1297, 209, 1354]
videotech-body-continued	[278, 1565, 563, 1860]
column-rule	[1322, 200, 1324, 1090]
issue-date: Tuesday, September 7/2010	[884, 166, 1182, 188]
table-cell: OR No. 45D/06-07	[605, 1831, 715, 1860]
date-bar	[573, 163, 1493, 191]
table-cell: Mahavirod Range	[935, 2166, 1112, 2195]
table-cell: 04	[580, 1889, 605, 1918]
table-cell: Dhenkanal Range	[935, 2137, 1112, 2166]
jaleswar-title: OFFICE OF THE NOTIFIED AREA COUNCIL, JALESWAR	[1136, 2026, 1485, 2062]
table-row	[580, 2195, 1112, 2224]
cell: One Year	[1347, 2297, 1397, 2326]
table-cell: UD No. 10D/07-08	[605, 1947, 715, 1976]
currency-row	[1332, 865, 1493, 887]
table-cell: 25.02.09	[860, 2050, 935, 2079]
